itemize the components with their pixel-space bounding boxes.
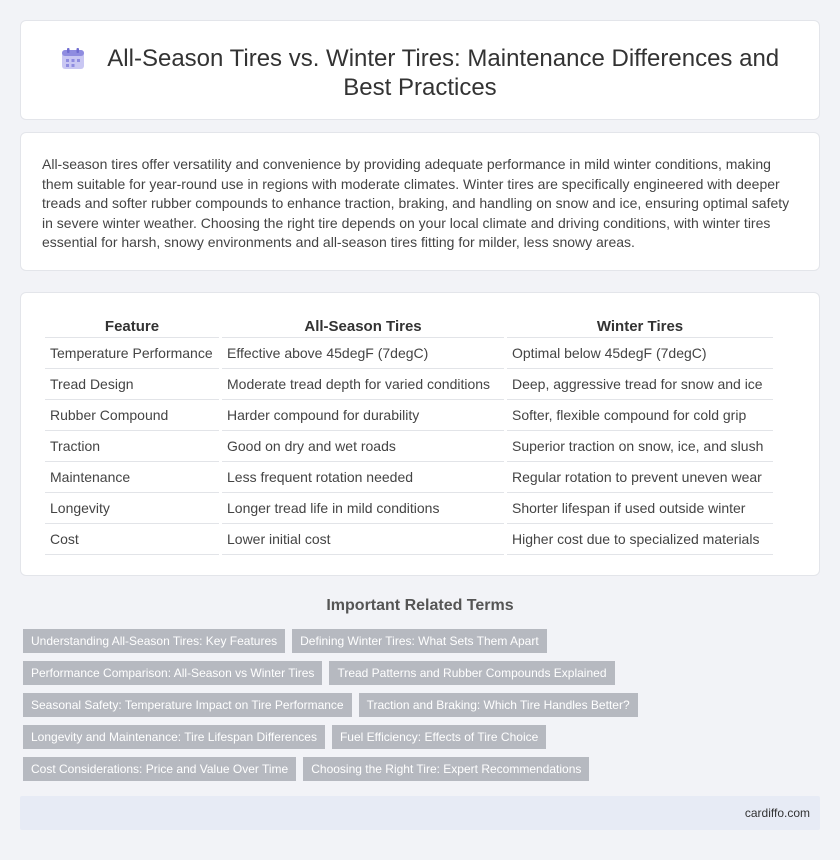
page-title-line-1: All-Season Tires vs. Winter Tires: Maintenance Differences and xyxy=(107,45,780,72)
table-row xyxy=(45,493,773,524)
comparison-card xyxy=(20,292,820,576)
page-title-continued xyxy=(21,73,819,102)
tag-row xyxy=(23,693,813,717)
header-winter: Winter Tires xyxy=(507,315,773,338)
footer xyxy=(20,796,820,830)
cell-all-season: Effective above 45degF (7degC) xyxy=(222,338,504,369)
header-feature: Feature xyxy=(45,315,219,338)
cell-winter: Superior traction on snow, ice, and slush xyxy=(507,431,773,462)
cell-all-season: Less frequent rotation needed xyxy=(222,462,504,493)
tag-row xyxy=(23,757,813,781)
intro-paragraph: All-season tires offer versatility and convenience by providing adequate performance in mild winter conditions, making them suitable for year-round use in regions with moderate climates. Winter tires are specifically engineered with deeper treads and softer rubber compounds to enhance traction, braking, and handling on snow and ice, ensuring optimal safety in severe winter weather. Choosing the right tire depends on your local climate and driving conditions, with winter tires essential for harsh, snowy environments and all-season tires fitting for milder, less snowy areas. xyxy=(42,156,790,250)
cell-winter: Shorter lifespan if used outside winter xyxy=(507,493,773,524)
table-row xyxy=(45,524,773,555)
tag-row xyxy=(23,661,813,685)
related-term-link[interactable]: Seasonal Safety: Temperature Impact on Tire Performance xyxy=(23,693,352,717)
related-term-link[interactable]: Tread Patterns and Rubber Compounds Explained xyxy=(329,661,614,685)
cell-winter: Regular rotation to prevent uneven wear xyxy=(507,462,773,493)
cell-winter: Optimal below 45degF (7degC) xyxy=(507,338,773,369)
table-row xyxy=(45,338,773,369)
related-term-link[interactable]: Defining Winter Tires: What Sets Them Apart xyxy=(292,629,547,653)
page-title-line-2: Best Practices xyxy=(343,74,497,101)
cell-all-season: Longer tread life in mild conditions xyxy=(222,493,504,524)
comparison-table xyxy=(42,315,776,555)
title-wrap xyxy=(21,44,819,102)
cell-feature: Traction xyxy=(45,431,219,462)
cell-feature: Rubber Compound xyxy=(45,400,219,431)
title-card xyxy=(20,20,820,120)
related-term-link[interactable]: Understanding All-Season Tires: Key Features xyxy=(23,629,285,653)
tag-row xyxy=(23,629,813,653)
cell-winter: Softer, flexible compound for cold grip xyxy=(507,400,773,431)
cell-all-season: Good on dry and wet roads xyxy=(222,431,504,462)
footer-site-link[interactable]: cardiffo.com xyxy=(744,806,810,820)
cell-winter: Higher cost due to specialized materials xyxy=(507,524,773,555)
table-header-row xyxy=(45,315,773,338)
related-term-link[interactable]: Choosing the Right Tire: Expert Recommendations xyxy=(303,757,589,781)
table-row xyxy=(45,462,773,493)
table-row xyxy=(45,400,773,431)
related-term-link[interactable]: Fuel Efficiency: Effects of Tire Choice xyxy=(332,725,546,749)
intro-card xyxy=(20,132,820,271)
cell-feature: Longevity xyxy=(45,493,219,524)
calendar-icon xyxy=(61,48,85,70)
header-all-season: All-Season Tires xyxy=(222,315,504,338)
related-term-link[interactable]: Traction and Braking: Which Tire Handles Better? xyxy=(359,693,638,717)
cell-all-season: Lower initial cost xyxy=(222,524,504,555)
table-row xyxy=(45,369,773,400)
related-terms-list xyxy=(23,629,813,789)
related-term-link[interactable]: Performance Comparison: All-Season vs Winter Tires xyxy=(23,661,322,685)
cell-feature: Cost xyxy=(45,524,219,555)
cell-feature: Maintenance xyxy=(45,462,219,493)
cell-all-season: Harder compound for durability xyxy=(222,400,504,431)
cell-feature: Temperature Performance xyxy=(45,338,219,369)
cell-all-season: Moderate tread depth for varied conditions xyxy=(222,369,504,400)
cell-feature: Tread Design xyxy=(45,369,219,400)
related-term-link[interactable]: Cost Considerations: Price and Value Over Time xyxy=(23,757,296,781)
cell-winter: Deep, aggressive tread for snow and ice xyxy=(507,369,773,400)
table-row xyxy=(45,431,773,462)
related-terms-heading: Important Related Terms xyxy=(326,597,514,614)
page-title xyxy=(107,44,779,73)
related-term-link[interactable]: Longevity and Maintenance: Tire Lifespan Differences xyxy=(23,725,325,749)
tag-row xyxy=(23,725,813,749)
